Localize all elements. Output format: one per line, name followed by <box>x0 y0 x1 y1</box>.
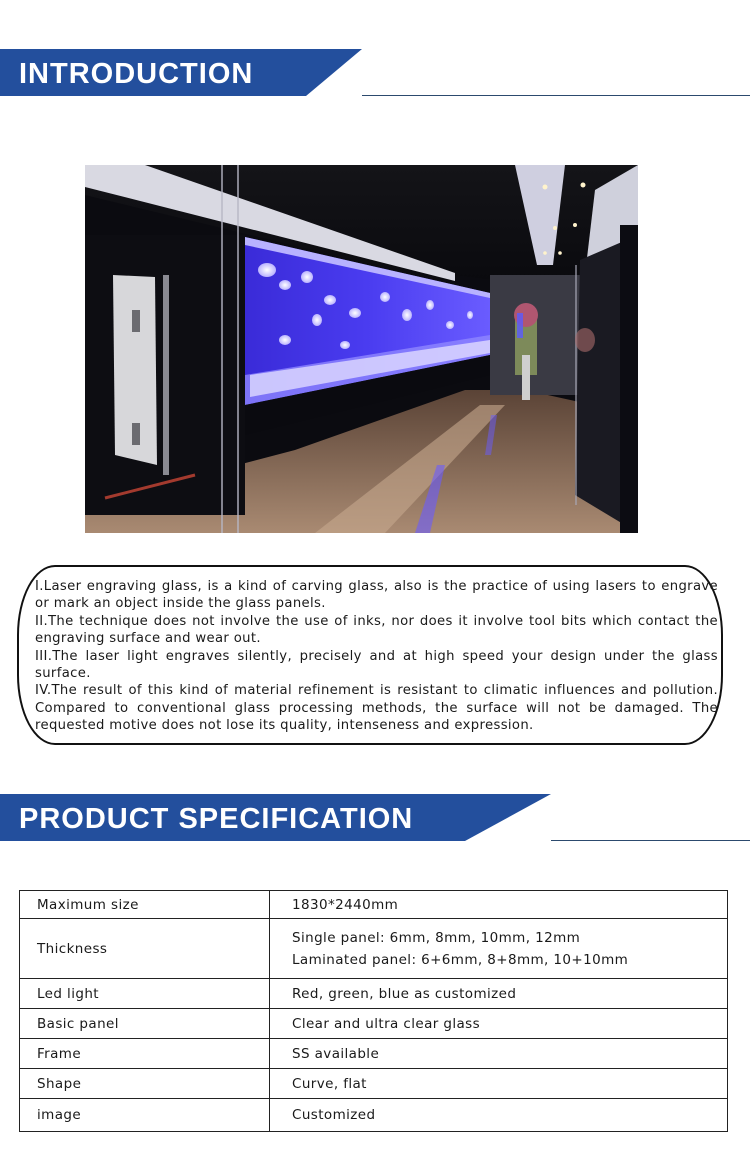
spec-value: Red, green, blue as customized <box>270 979 728 1009</box>
product-specification-header <box>0 794 750 842</box>
product-specification-title: PRODUCT SPECIFICATION <box>19 803 414 835</box>
table-row <box>20 891 728 919</box>
spec-key: image <box>20 1099 270 1132</box>
table-row <box>20 979 728 1009</box>
spec-key: Shape <box>20 1069 270 1099</box>
product-photo <box>85 165 638 533</box>
table-row <box>20 1099 728 1132</box>
spec-value-line: Laminated panel: 6+6mm, 8+8mm, 10+10mm <box>292 951 629 968</box>
table-row <box>20 1039 728 1069</box>
spec-value-line: Single panel: 6mm, 8mm, 10mm, 12mm <box>292 929 581 946</box>
introduction-text <box>35 578 718 735</box>
table-row <box>20 1069 728 1099</box>
introduction-title: INTRODUCTION <box>19 58 254 90</box>
intro-paragraph-3: III.The laser light engraves silently, precisely and at high speed your design under the glass surface. <box>35 648 718 682</box>
introduction-header <box>0 49 750 97</box>
spec-key: Thickness <box>20 919 270 979</box>
spec-key: Basic panel <box>20 1009 270 1039</box>
spec-value: SS available <box>270 1039 728 1069</box>
specification-table <box>19 890 728 1132</box>
spec-value: Clear and ultra clear glass <box>270 1009 728 1039</box>
table-row <box>20 1009 728 1039</box>
header-rule-line <box>551 840 750 841</box>
header-rule-line <box>362 95 750 96</box>
spec-value: Curve, flat <box>270 1069 728 1099</box>
table-row <box>20 919 728 979</box>
intro-paragraph-2: II.The technique does not involve the use of inks, nor does it involve tool bits which contact the engraving surface and wear out. <box>35 613 718 647</box>
header-band-slant <box>465 794 551 841</box>
spec-key: Led light <box>20 979 270 1009</box>
spec-value: Customized <box>270 1099 728 1132</box>
spec-value: 1830*2440mm <box>270 891 728 919</box>
spec-value <box>270 919 728 979</box>
intro-paragraph-1: I.Laser engraving glass, is a kind of carving glass, also is the practice of using lasers to engrave or mark an object inside the glass panels. <box>35 579 718 612</box>
engraved-glass-corridor-image <box>85 165 638 533</box>
spec-key: Maximum size <box>20 891 270 919</box>
header-band-slant <box>306 49 362 96</box>
spec-key: Frame <box>20 1039 270 1069</box>
intro-paragraph-4: IV.The result of this kind of material refinement is resistant to climatic influences and pollution. Compared to conventional glass processing methods, the surface will not be damaged. The requested motive does not lose its quality, intenseness and expression. <box>35 683 718 734</box>
